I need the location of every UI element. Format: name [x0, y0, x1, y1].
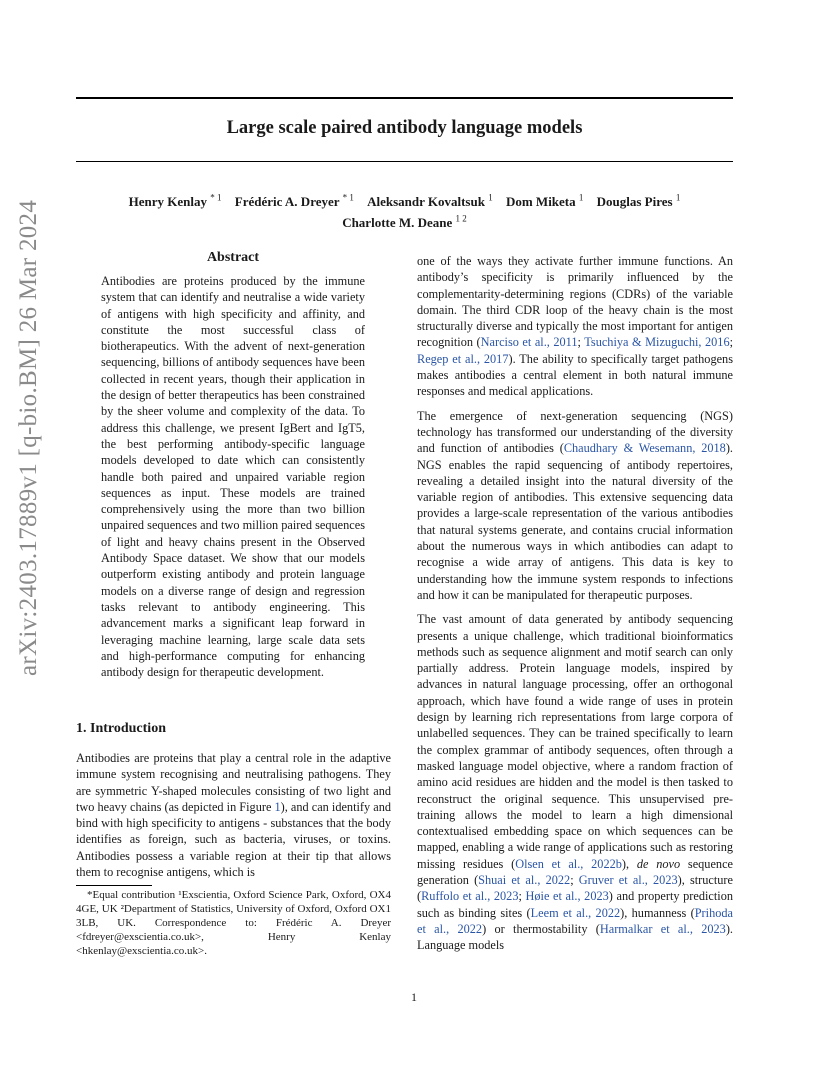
author-line-2 [76, 210, 733, 230]
author: Henry Kenlay $^{* 1}$ [128, 193, 222, 210]
citation-link[interactable]: Shuai et al., 2022 [478, 872, 571, 887]
citation-link[interactable]: Leem et al., 2022 [530, 905, 621, 920]
author-line-1 [76, 190, 733, 210]
citation-link[interactable]: Regep et al., 2017 [417, 351, 509, 366]
paper-title: Large scale paired antibody language models [226, 118, 583, 138]
paragraph: The vast amount of data generated by antibody sequencing presents a unique challenge, which traditional bioinformatics methods such as sequence alignment and motif search can only partially address. Protein language models, inspired by advances in natural language processing, offer an orthogonal approach, which have found a wide range of uses in protein design by learning rich representations from large corpora of unlabelled sequences. They can be trained specifically to learn the complex grammar of antibody sequences, often through a masked language model objective, where a random fraction of amino acid residues are hidden and the model is then tasked to reconstruct the original sequence. This unsupervised pre-training allows the model to learn a high dimensional contextualised embedding space on which sequences can be mapped, enabling a wide range of applications such as restoring missing residues (Olsen et al., 2022b), de novo sequence generation (Shuai et al., 2022; Gruver et al., 2023), structure (Ruffolo et al., 2023; Høie et al., 2023) and property prediction such as binding sites (Leem et al., 2022), humanness (Prihoda et al., 2022) or thermostability (Harmalkar et al., 2023). Language models [417, 612, 733, 953]
title-top-rule [76, 97, 733, 99]
right-column [417, 253, 733, 953]
abstract-text: Antibodies are proteins produced by the immune system that can identify and neutralise a wide variety of antigens with high specificity and affinity, and constitute the most successful class of biotherapeutics. With the advent of next-generation sequencing, billions of antibody sequences have been collected in recent years, though their application in the design of better therapeutics has been constrained by the sheer volume and complexity of the data. To address this challenge, we present IgBert and IgT5, the best performing antibody-specific language models developed to date which can consistently handle both paired and unpaired variable region sequences as input. These models are trained comprehensively using the more than two billion unpaired sequences and two million paired sequences of light and heavy chains present in the Observed Antibody Space dataset. We show that our models outperform existing antibody and protein language models on a diverse range of design and regression tasks relevant to antibody engineering. This advancement marks a significant leap forward in leveraging machine learning, large scale data sets and high-performance computing for enhancing antibody design for therapeutic development. [101, 274, 365, 680]
introduction-body [76, 750, 391, 880]
paragraph: one of the ways they activate further immune functions. An antibody’s specificity is primarily influenced by the complementarity-determining regions (CDRs) of the variable domain. The third CDR loop of the heavy chain is the most structurally diverse and typically the most important for antigen recognition (Narciso et al., 2011; Tsuchiya & Mizuguchi, 2016; Regep et al., 2017). The ability to specifically target pathogens makes antibodies a central element in both natural immune responses and medical applications. [417, 254, 734, 399]
citation-link[interactable]: Harmalkar et al., 2023 [599, 921, 726, 936]
introduction-paragraph: Antibodies are proteins that play a central role in the adaptive immune system recognising and neutralising pathogens. They are symmetric Y-shaped molecules consisting of two light and two heavy chains (as depicted in Figure 1), and can identify and bind with high specificity to antigens - substances that the body identifies as foreign, such as bacteria, viruses, or toxins. Antibodies possess a variable region at their tip that allows them to recognise antigens, which is [76, 751, 391, 880]
page-number: 1 [411, 990, 417, 1004]
citation-link[interactable]: Olsen et al., 2022b [515, 856, 622, 871]
author: Aleksandr Kovaltsuk $^1$ [367, 193, 493, 210]
footnote-rule [76, 885, 152, 886]
author: Charlotte M. Deane $^{1 2}$ [342, 213, 467, 230]
title-bottom-rule [76, 161, 733, 162]
figure-link[interactable]: 1 [274, 799, 281, 814]
author: Frédéric A. Dreyer $^{* 1}$ [234, 193, 354, 210]
footnote [76, 888, 391, 958]
arxiv-stamp: arXiv:2403.17889v1 [q-bio.BM] 26 Mar 2024 [15, 199, 42, 676]
citation-link[interactable]: Chaudhary & Wesemann, 2018 [563, 441, 726, 456]
citation-link[interactable]: Tsuchiya & Mizuguchi, 2016 [584, 335, 730, 350]
citation-link[interactable]: Prihoda et al., 2022 [417, 905, 733, 936]
author-list [76, 190, 733, 231]
citation-link[interactable]: Høie et al., 2023 [525, 889, 609, 904]
citation-link[interactable]: Gruver et al., 2023 [578, 872, 678, 887]
paragraph: The emergence of next-generation sequencing (NGS) technology has transformed our understanding of the diversity and function of antibodies (Chaudhary & Wesemann, 2018). NGS enables the rapid sequencing of antibody repertoires, revealing a detailed insight into the natural diversity of the variable region of antibodies. This extensive sequencing data provides a large-scale representation of the various antibodies that natural systems generate, and contains crucial information about the numerous ways in which antibodies can adapt to recognise a wide array of antigens. This data is key to understanding how the immune system responds to infections and how it can be manipulated for therapeutic purposes. [417, 408, 733, 602]
citation-link[interactable]: Narciso et al., 2011 [480, 335, 578, 350]
introduction-heading: 1. Introduction [76, 721, 166, 736]
abstract-body [101, 273, 365, 680]
footnote-text: *Equal contribution ¹Exscientia, Oxford Science Park, Oxford, OX4 4GE, UK ²Department of Statistics, University of Oxford, Oxford OX1 3LB, UK. Correspondence to: Frédéric A. Dreyer <fdreyer@exscientia.co.uk>, Henry Kenlay <hkenlay@exscientia.co.uk>. [76, 889, 391, 957]
abstract-heading: Abstract [206, 250, 260, 265]
author: Douglas Pires $^1$ [596, 193, 681, 210]
author: Dom Miketa $^1$ [505, 193, 584, 210]
citation-link[interactable]: Ruffolo et al., 2023 [421, 889, 519, 904]
